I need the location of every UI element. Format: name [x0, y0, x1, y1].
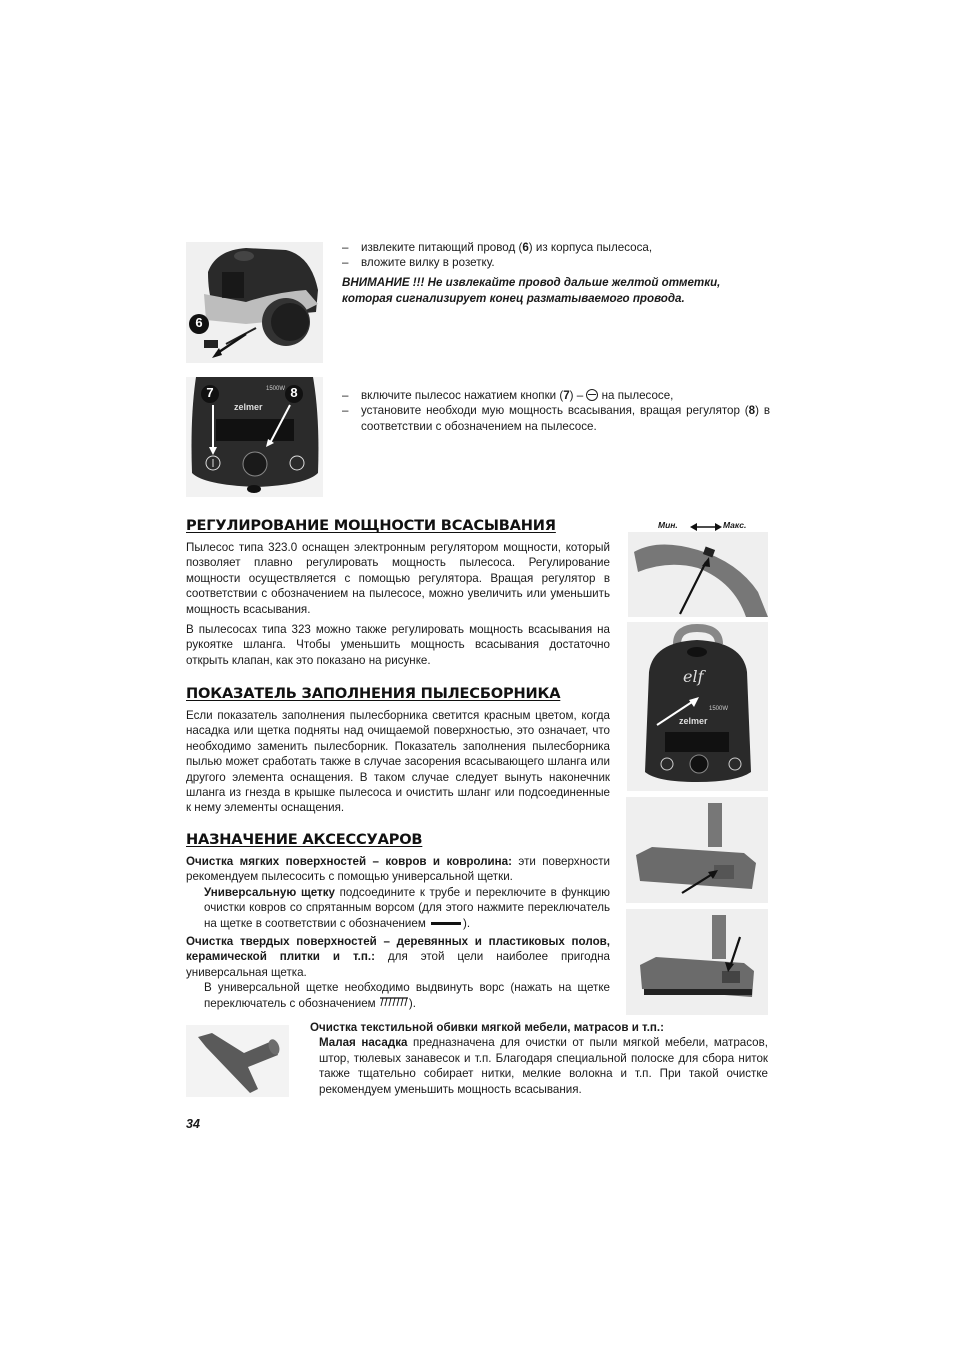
page-number: 34 — [186, 1117, 200, 1131]
carpet-mode-symbol-icon — [431, 922, 461, 925]
figure-vacuum-indicator — [627, 622, 768, 791]
svg-text:zelmer: zelmer — [679, 716, 708, 726]
svg-text:zelmer: zelmer — [234, 402, 263, 412]
heading-power-regulation: РЕГУЛИРОВАНИЕ МОЩНОСТИ ВСАСЫВАНИЯ — [186, 517, 556, 534]
paragraph-power-2: В пылесосах типа 323 можно также регулировать мощность всасывания на рукоятке шланга. Чтобы уменьшить мощность всасывания достаточно открыть клапан, как это показано на рисунке. — [186, 623, 610, 667]
double-arrow-icon — [690, 522, 722, 532]
heading-upholstery: Очистка текстильной обивки мягкой мебели, матрасов и т.п.: — [310, 1021, 665, 1034]
intro-block-1-text — [342, 240, 770, 307]
callout-6: 6 — [195, 315, 203, 330]
svg-text:1500W: 1500W — [709, 706, 729, 712]
paragraph-soft-surfaces: Очистка мягких поверхностей – ковров и ковролина: эти поверхности рекомендуем пылесосить с помощью универсальной щетки. — [186, 855, 611, 884]
label-min: Мин. — [658, 520, 678, 530]
warning-text: ВНИМАНИЕ !!! Не извлекайте провод дальше желтой отметки, которая сигнализирует конец разматываемого провода. — [342, 275, 721, 305]
section-bag-indicator — [186, 685, 610, 816]
figure-brush-carpet-mode — [626, 797, 768, 903]
intro-block-2-text — [342, 388, 770, 434]
svg-text:elf: elf — [683, 667, 704, 686]
brush-hard-floor-illustration — [626, 909, 768, 1015]
figure-upholstery-nozzle — [186, 1025, 289, 1097]
power-symbol-icon — [586, 389, 598, 401]
brush-carpet-illustration — [626, 797, 768, 903]
svg-text:1500W: 1500W — [266, 386, 286, 392]
heading-bag-indicator: ПОКАЗАТЕЛЬ ЗАПОЛНЕНИЯ ПЫЛЕСБОРНИКА — [186, 685, 561, 702]
paragraph-indicator: Если показатель заполнения пылесборника светится красным цветом, когда насадка или щетка подняты над очищаемой поверхностью, это означает, что необходимо заменить пылесборник. Показатель заполнения пылесборника пылью может сработать также в случае засорения всасывающего шланга или другого элемента оснащения. В таком случае следует вынуть наконечник шланга из гнезда в крышке пылесоса и очистить шланг или подсоединенные к нему элементы оснащения. — [186, 709, 610, 815]
vacuum-side-illustration — [186, 242, 323, 363]
figure-brush-hard-floor-mode — [626, 909, 768, 1015]
bullet-set-power: – установите необходи мую мощность всасывания, вращая регулятор (8) в соответствии с обозначением на пылесосе. — [342, 404, 770, 433]
paragraph-extend-bristles: В универсальной щетке необходимо выдвинуть ворс (нажать на щетке переключатель с обозначением ). — [204, 981, 610, 1010]
figure-control-panel — [186, 377, 323, 497]
figure-hose-valve — [628, 518, 768, 617]
bristle-mode-symbol-icon — [379, 997, 409, 1007]
section-upholstery — [310, 1020, 768, 1097]
figure-cord-extraction — [186, 242, 323, 363]
heading-accessories: НАЗНАЧЕНИЕ АКСЕССУАРОВ — [186, 831, 423, 848]
bullet-switch-on: – включите пылесос нажатием кнопки (7) – на пылесосе, — [342, 389, 674, 402]
upholstery-nozzle-illustration — [186, 1025, 289, 1097]
paragraph-small-nozzle: Малая насадка предназначена для очистки от пыли мягкой мебели, матрасов, штор, тюлевых занавесок и т.п. Благодаря специальной полоске для сбора ниток также тщательно собирает нитки, мелкие волокна и т.п. При такой очистке рекомендуем уменьшить мощность всасывания. — [319, 1036, 768, 1096]
callout-8: 8 — [290, 385, 298, 400]
bullet-plug-in: – вложите вилку в розетку. — [342, 256, 495, 270]
paragraph-hard-surfaces: Очистка твердых поверхностей – деревянных и пластиковых полов, керамической плитки и т.п.: для этой цели наиболее пригодна универсальная щетка. — [186, 935, 610, 979]
callout-7: 7 — [206, 385, 214, 400]
section-power-regulation — [186, 517, 610, 668]
section-accessories — [186, 831, 610, 1011]
label-max: Макс. — [723, 520, 747, 530]
paragraph-universal-brush: Универсальную щетку подсоедините к трубе и переключите в функцию очистки ковров со спрятанным ворсом (для этого нажмите переключатель на щетке в соответствии с обозначением ). — [204, 885, 610, 930]
bullet-extract-cord: – извлеките питающий провод (6) из корпуса пылесоса, — [342, 241, 653, 254]
paragraph-power-1: Пылесос типа 323.0 оснащен электронным регулятором мощности, который позволяет плавно регулировать мощность пылесоса. Регулирование мощности осуществляется с помощью регулятора. Вращая регулятор в соответствии с обозначением на пылесосе, можно увеличить или уменьшить мощность всасывания. — [186, 541, 610, 616]
hose-handle-illustration — [628, 532, 768, 617]
vacuum-front-illustration — [627, 622, 768, 791]
